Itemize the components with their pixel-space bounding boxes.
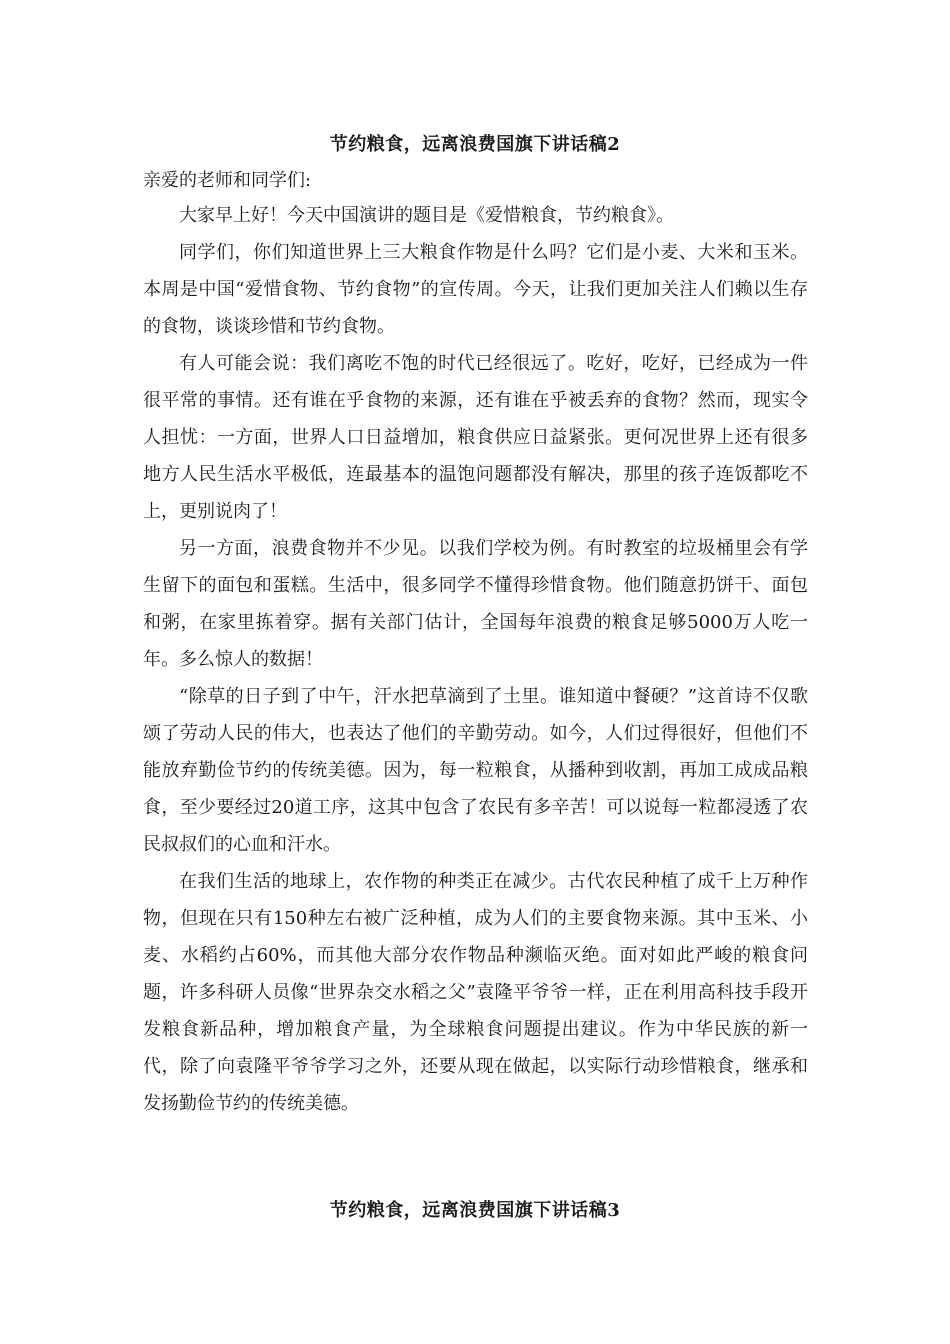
next-section-title: 节约粮食，远离浪费国旗下讲话稿3 (329, 1200, 621, 1221)
paragraph-grain-crops: 同学们，你们知道世界上三大粮食作物是什么吗？它们是小麦、大米和玉米。本周是中国“爱惜食物、节约食物”的宣传周。今天，让我们更加关注人们赖以生存的食物，谈谈珍惜和节约食物。 (143, 242, 808, 337)
paragraph-food-waste: 另一方面，浪费食物并不少见。以我们学校为例。有时教室的垃圾桶里会有学生留下的面包和蛋糕。生活中，很多同学不懂得珍惜食物。他们随意扔饼干、面包和粥，在家里拣着穿。据有关部门估计，全国每年浪费的粮食足够5000万人吃一年。多么惊人的数据！ (143, 538, 808, 670)
paragraph-crop-diversity: 在我们生活的地球上，农作物的种类正在减少。古代农民种植了成千上万种作物，但现在只有150种左右被广泛种植，成为人们的主要食物来源。其中玉米、小麦、水稻约占60%，而其他大部分农作物品种濒临灭绝。面对如此严峻的粮食问题，许多科研人员像“世界杂交水稻之父”袁隆平爷爷一样，正在利用高科技手段开发粮食新品种，增加粮食产量，为全球粮食问题提出建议。作为中华民族的新一代，除了向袁隆平爷爷学习之外，还要从现在做起，以实际行动珍惜粮食，继承和发扬勤俭节约的传统美德。 (143, 871, 808, 1114)
salutation: 亲爱的老师和同学们: (143, 170, 312, 191)
document-body (143, 197, 808, 1122)
paragraph-poem: “除草的日子到了中午，汗水把草滴到了土里。谁知道中餐硬？”这首诗不仅歌颂了劳动人民的伟大，也表达了他们的辛勤劳动。如今，人们过得很好，但他们不能放弃勤俭节约的传统美德。因为，每一粒粮食，从播种到收割，再加工成成品粮食，至少要经过20道工序，这其中包含了农民有多辛苦！可以说每一粒都浸透了农民叔叔们的心血和汗水。 (143, 686, 808, 855)
paragraph-food-concern: 有人可能会说：我们离吃不饱的时代已经很远了。吃好，吃好，已经成为一件很平常的事情。还有谁在乎食物的来源，还有谁在乎被丢弃的食物？然而，现实令人担忧：一方面，世界人口日益增加，粮食供应日益紧张。更何况世界上还有很多地方人民生活水平极低，连最基本的温饱问题都没有解决，那里的孩子连饭都吃不上，更别说肉了！ (143, 353, 808, 522)
paragraph-greeting: 大家早上好！今天中国演讲的题目是《爱惜粮食，节约粮食》。 (179, 205, 674, 226)
document-title: 节约粮食，远离浪费国旗下讲话稿2 (329, 134, 621, 155)
